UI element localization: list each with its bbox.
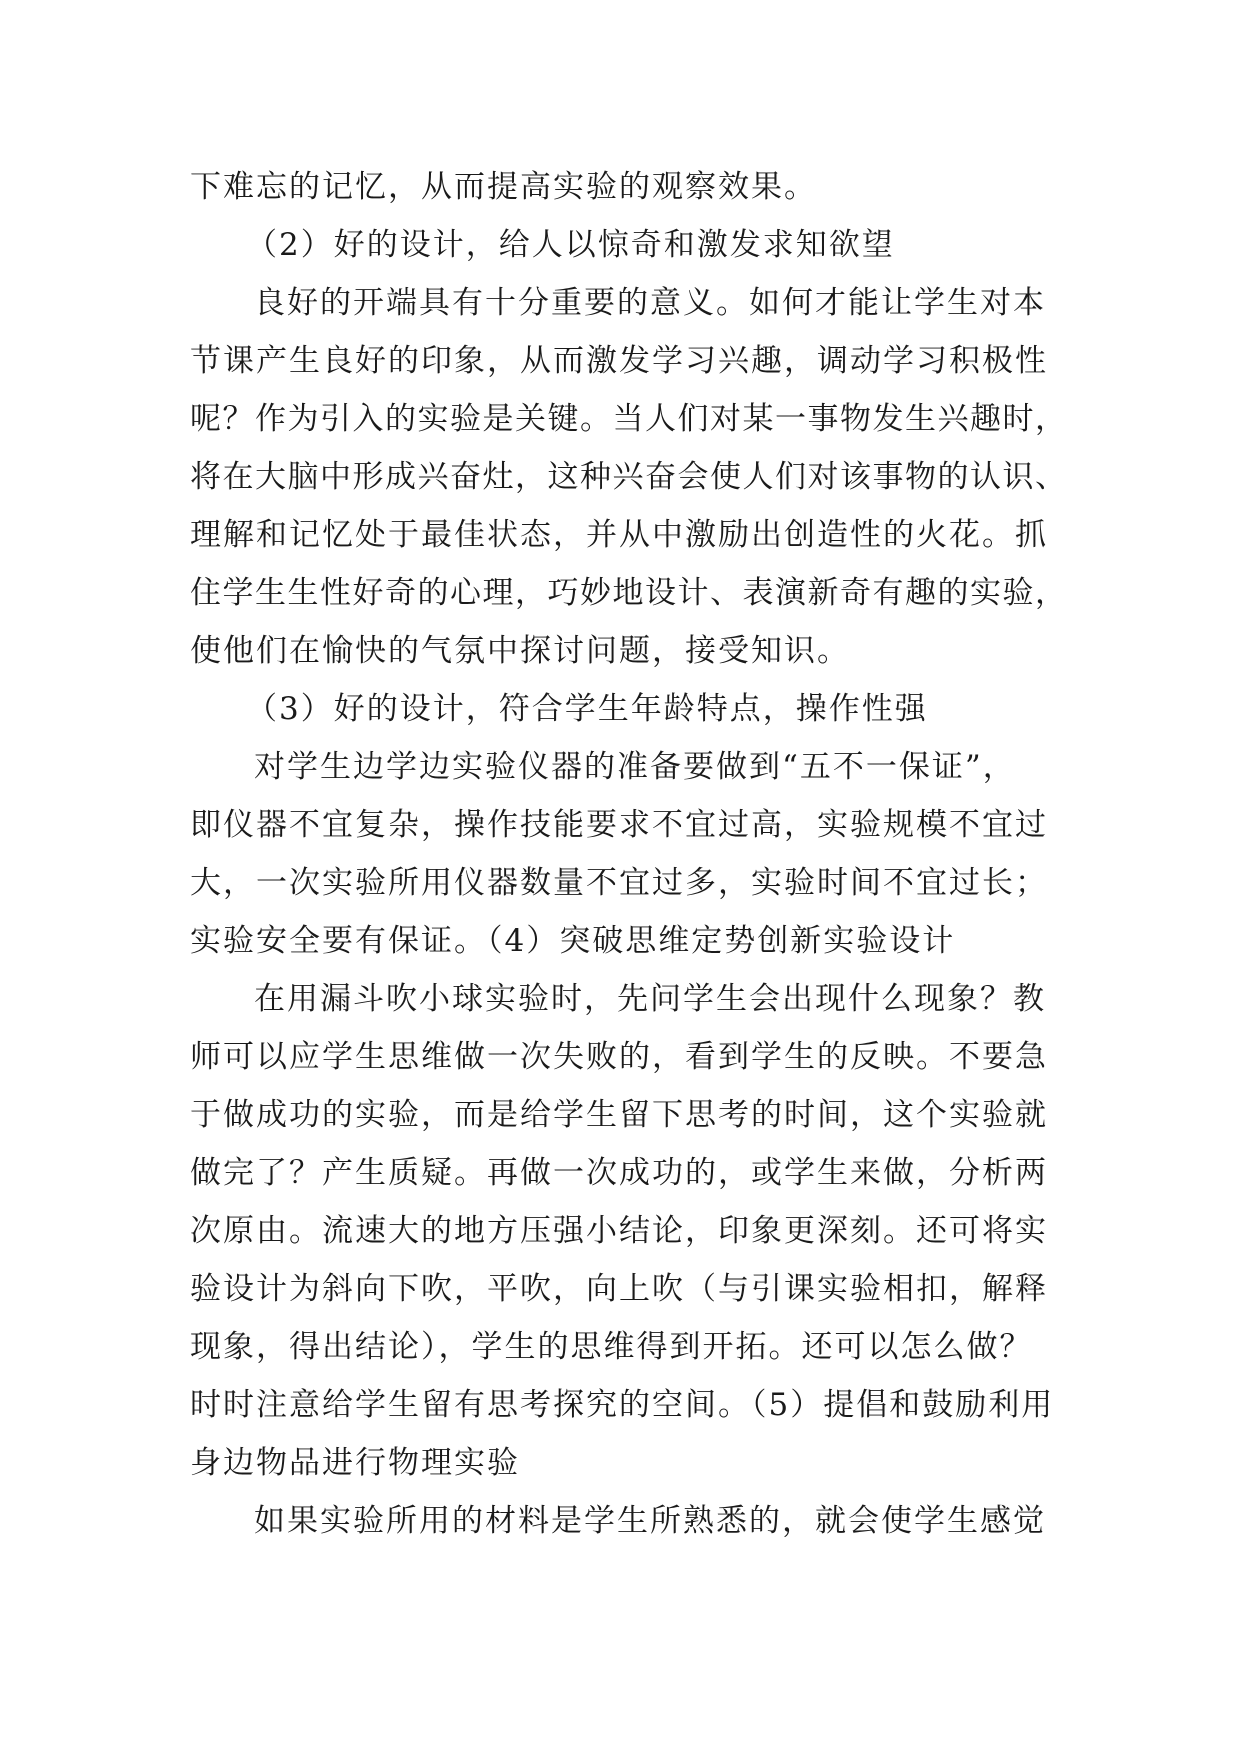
text-line: 验设计为斜向下吹，平吹，向上吹（与引课实验相扣，解释: [190, 1271, 1048, 1307]
text-line: （3）好的设计，符合学生年龄特点，操作性强: [246, 691, 928, 727]
text-line: 大，一次实验所用仪器数量不宜过多，实验时间不宜过长；: [190, 865, 1048, 901]
text-line: 次原由。流速大的地方压强小结论，印象更深刻。还可将实: [190, 1213, 1048, 1249]
text-line: 下难忘的记忆，从而提高实验的观察效果。: [190, 169, 817, 205]
body-text: [190, 158, 1070, 1550]
text-line: 于做成功的实验，而是给学生留下思考的时间，这个实验就: [190, 1097, 1048, 1133]
text-line: 节课产生良好的印象，从而激发学习兴趣，调动学习积极性: [190, 343, 1048, 379]
text-line: 良好的开端具有十分重要的意义。如何才能让学生对本: [254, 285, 1046, 321]
text-line: 时时注意给学生留有思考探究的空间。（5）提倡和鼓励利用: [190, 1387, 1055, 1423]
text-line: 将在大脑中形成兴奋灶，这种兴奋会使人们对该事物的认识、: [190, 459, 1068, 495]
text-line: 使他们在愉快的气氛中探讨问题，接受知识。: [190, 633, 850, 669]
text-line: 理解和记忆处于最佳状态，并从中激励出创造性的火花。抓: [190, 517, 1048, 553]
text-line: 如果实验所用的材料是学生所熟悉的，就会使学生感觉: [254, 1503, 1046, 1539]
text-line: 住学生生性好奇的心理，巧妙地设计、表演新奇有趣的实验，: [190, 575, 1068, 611]
text-line: 对学生边学边实验仪器的准备要做到“五不一保证”，: [254, 749, 1016, 785]
text-line: （2）好的设计，给人以惊奇和激发求知欲望: [246, 227, 895, 263]
text-line: 在用漏斗吹小球实验时，先问学生会出现什么现象？教: [254, 981, 1046, 1017]
text-line: 师可以应学生思维做一次失败的，看到学生的反映。不要急: [190, 1039, 1048, 1075]
text-line: 呢？作为引入的实验是关键。当人们对某一事物发生兴趣时，: [190, 401, 1068, 437]
text-line: 实验安全要有保证。（4）突破思维定势创新实验设计: [190, 923, 956, 959]
text-line: 身边物品进行物理实验: [190, 1445, 520, 1481]
text-line: 做完了？产生质疑。再做一次成功的，或学生来做，分析两: [190, 1155, 1048, 1191]
text-line: 即仪器不宜复杂，操作技能要求不宜过高，实验规模不宜过: [190, 807, 1048, 843]
text-line: 现象，得出结论），学生的思维得到开拓。还可以怎么做？: [190, 1329, 1033, 1365]
